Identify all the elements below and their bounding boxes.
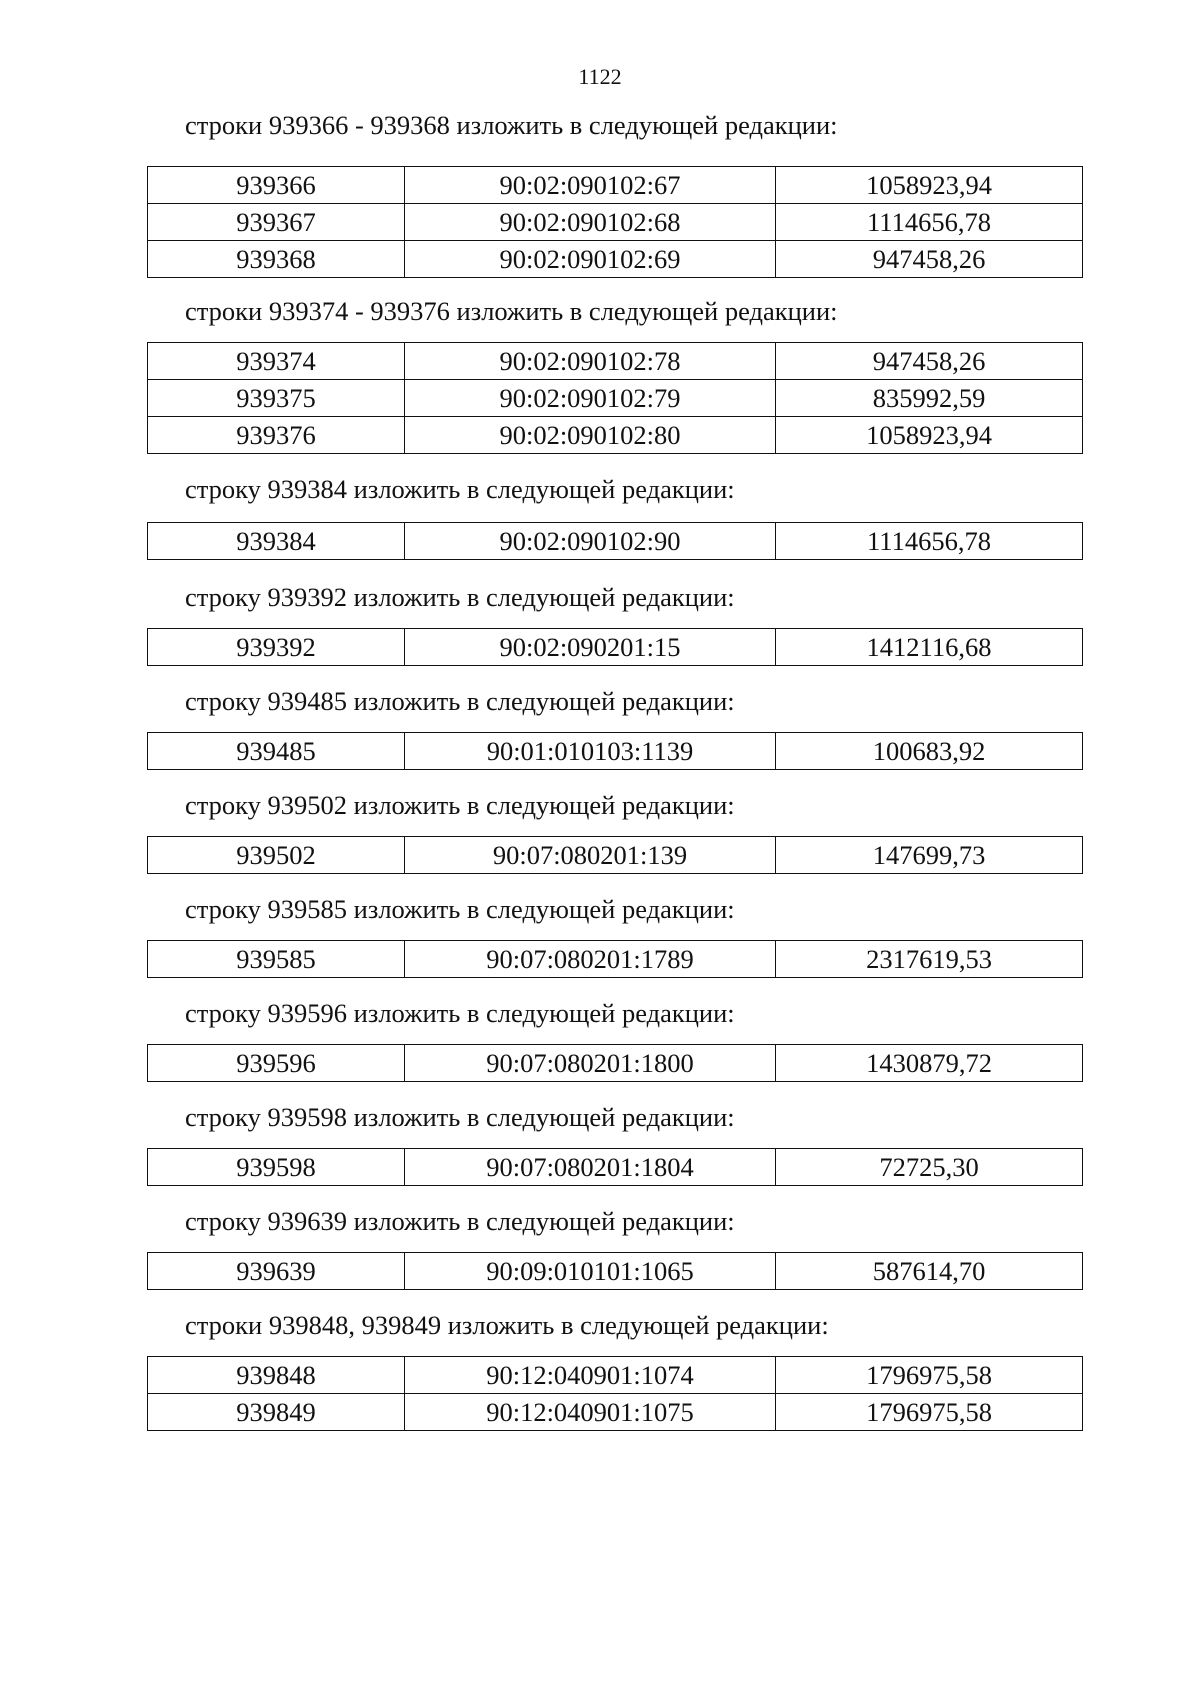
value-cell: 1430879,72 bbox=[776, 1045, 1083, 1082]
table-row bbox=[148, 204, 1083, 241]
row-number-cell: 939368 bbox=[148, 241, 405, 278]
amendment-table bbox=[147, 940, 1083, 978]
row-number-cell: 939384 bbox=[148, 523, 405, 560]
cadastral-number-cell: 90:07:080201:139 bbox=[405, 837, 776, 874]
document-body bbox=[147, 108, 1082, 1431]
value-cell: 1114656,78 bbox=[776, 204, 1083, 241]
table-row bbox=[148, 417, 1083, 454]
amendment-section bbox=[147, 108, 1082, 278]
row-number-cell: 939848 bbox=[148, 1357, 405, 1394]
amendment-instruction: строку 939585 изложить в следующей редакции: bbox=[185, 894, 735, 924]
row-number-cell: 939374 bbox=[148, 343, 405, 380]
cadastral-number-cell: 90:01:010103:1139 bbox=[405, 733, 776, 770]
value-cell: 1058923,94 bbox=[776, 167, 1083, 204]
table-row bbox=[148, 167, 1083, 204]
table-row bbox=[148, 1253, 1083, 1290]
cadastral-number-cell: 90:12:040901:1075 bbox=[405, 1394, 776, 1431]
cadastral-number-cell: 90:12:040901:1074 bbox=[405, 1357, 776, 1394]
cadastral-number-cell: 90:02:090102:69 bbox=[405, 241, 776, 278]
table-row bbox=[148, 380, 1083, 417]
amendment-table bbox=[147, 836, 1083, 874]
amendment-table bbox=[147, 1148, 1083, 1186]
page-number: 1122 bbox=[578, 64, 622, 89]
cadastral-number-cell: 90:02:090102:78 bbox=[405, 343, 776, 380]
row-number-cell: 939376 bbox=[148, 417, 405, 454]
amendment-table bbox=[147, 732, 1083, 770]
cadastral-number-cell: 90:07:080201:1804 bbox=[405, 1149, 776, 1186]
table-row bbox=[148, 941, 1083, 978]
value-cell: 1796975,58 bbox=[776, 1394, 1083, 1431]
cadastral-number-cell: 90:07:080201:1789 bbox=[405, 941, 776, 978]
value-cell: 1412116,68 bbox=[776, 629, 1083, 666]
cadastral-number-cell: 90:02:090201:15 bbox=[405, 629, 776, 666]
amendment-section bbox=[147, 1308, 1082, 1431]
amendment-instruction: строку 939639 изложить в следующей редакции: bbox=[185, 1206, 735, 1236]
value-cell: 1058923,94 bbox=[776, 417, 1083, 454]
amendment-section bbox=[147, 996, 1082, 1082]
amendment-table bbox=[147, 522, 1083, 560]
value-cell: 947458,26 bbox=[776, 343, 1083, 380]
amendment-instruction: строку 939384 изложить в следующей редакции: bbox=[185, 474, 735, 504]
table-row bbox=[148, 837, 1083, 874]
value-cell: 72725,30 bbox=[776, 1149, 1083, 1186]
table-row bbox=[148, 523, 1083, 560]
cadastral-number-cell: 90:07:080201:1800 bbox=[405, 1045, 776, 1082]
amendment-instruction: строку 939598 изложить в следующей редакции: bbox=[185, 1102, 735, 1132]
cadastral-number-cell: 90:02:090102:68 bbox=[405, 204, 776, 241]
row-number-cell: 939392 bbox=[148, 629, 405, 666]
amendment-instruction: строку 939392 изложить в следующей редакции: bbox=[185, 582, 735, 612]
amendment-instruction: строки 939848, 939849 изложить в следующей редакции: bbox=[185, 1310, 829, 1340]
amendment-instruction: строку 939596 изложить в следующей редакции: bbox=[185, 998, 735, 1028]
amendment-instruction: строки 939374 - 939376 изложить в следующей редакции: bbox=[185, 296, 838, 326]
amendment-section bbox=[147, 1100, 1082, 1186]
row-number-cell: 939485 bbox=[148, 733, 405, 770]
row-number-cell: 939367 bbox=[148, 204, 405, 241]
table-row bbox=[148, 1045, 1083, 1082]
table-row bbox=[148, 241, 1083, 278]
row-number-cell: 939639 bbox=[148, 1253, 405, 1290]
row-number-cell: 939585 bbox=[148, 941, 405, 978]
row-number-cell: 939598 bbox=[148, 1149, 405, 1186]
amendment-table bbox=[147, 1252, 1083, 1290]
amendment-section bbox=[147, 294, 1082, 454]
amendment-instruction: строку 939485 изложить в следующей редакции: bbox=[185, 686, 735, 716]
cadastral-number-cell: 90:02:090102:80 bbox=[405, 417, 776, 454]
amendment-section bbox=[147, 580, 1082, 666]
amendment-table bbox=[147, 1356, 1083, 1431]
table-row bbox=[148, 733, 1083, 770]
amendment-section bbox=[147, 788, 1082, 874]
value-cell: 1114656,78 bbox=[776, 523, 1083, 560]
amendment-table bbox=[147, 1044, 1083, 1082]
table-row bbox=[148, 1394, 1083, 1431]
amendment-instruction: строку 939502 изложить в следующей редакции: bbox=[185, 790, 735, 820]
row-number-cell: 939366 bbox=[148, 167, 405, 204]
cadastral-number-cell: 90:02:090102:67 bbox=[405, 167, 776, 204]
row-number-cell: 939596 bbox=[148, 1045, 405, 1082]
value-cell: 947458,26 bbox=[776, 241, 1083, 278]
table-row bbox=[148, 1149, 1083, 1186]
amendment-instruction: строки 939366 - 939368 изложить в следующей редакции: bbox=[185, 110, 838, 140]
amendment-table bbox=[147, 628, 1083, 666]
amendment-table bbox=[147, 342, 1083, 454]
amendment-section bbox=[147, 684, 1082, 770]
value-cell: 147699,73 bbox=[776, 837, 1083, 874]
value-cell: 2317619,53 bbox=[776, 941, 1083, 978]
amendment-table bbox=[147, 166, 1083, 278]
cadastral-number-cell: 90:02:090102:79 bbox=[405, 380, 776, 417]
value-cell: 1796975,58 bbox=[776, 1357, 1083, 1394]
row-number-cell: 939375 bbox=[148, 380, 405, 417]
amendment-section bbox=[147, 892, 1082, 978]
value-cell: 835992,59 bbox=[776, 380, 1083, 417]
row-number-cell: 939849 bbox=[148, 1394, 405, 1431]
value-cell: 587614,70 bbox=[776, 1253, 1083, 1290]
cadastral-number-cell: 90:02:090102:90 bbox=[405, 523, 776, 560]
table-row bbox=[148, 629, 1083, 666]
cadastral-number-cell: 90:09:010101:1065 bbox=[405, 1253, 776, 1290]
amendment-section bbox=[147, 472, 1082, 560]
value-cell: 100683,92 bbox=[776, 733, 1083, 770]
table-row bbox=[148, 343, 1083, 380]
table-row bbox=[148, 1357, 1083, 1394]
amendment-section bbox=[147, 1204, 1082, 1290]
row-number-cell: 939502 bbox=[148, 837, 405, 874]
